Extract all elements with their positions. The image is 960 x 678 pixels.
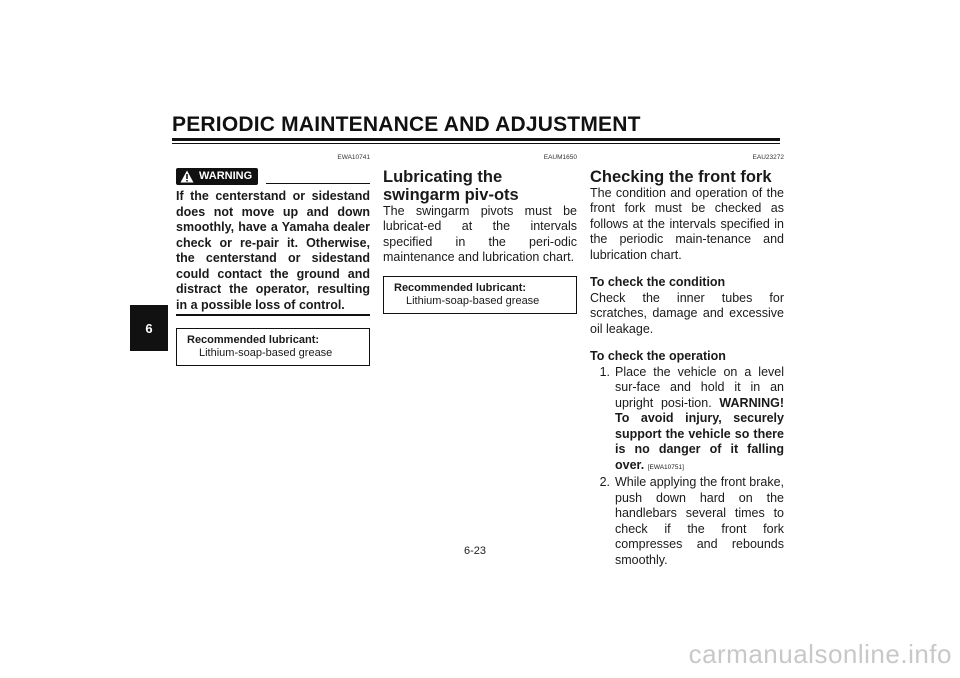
section-title-swingarm: Lubricating the swingarm piv-ots (383, 167, 519, 204)
condition-heading: To check the condition (590, 275, 726, 289)
lubricant-value: Lithium-soap-based grease (199, 346, 333, 359)
step-item (590, 475, 784, 568)
step-number: 2. (599, 475, 610, 489)
warning-header (176, 168, 370, 186)
reference-code: EWA10741 (337, 154, 370, 161)
step-number: 1. (599, 364, 610, 379)
step-body (615, 475, 784, 568)
lubricant-label: Recommended lubricant: (187, 333, 320, 346)
lubricant-value: Lithium-soap-based grease (406, 294, 540, 307)
column-middle (383, 150, 577, 314)
column-left (176, 150, 370, 366)
page-header-title: PERIODIC MAINTENANCE AND ADJUSTMENT (172, 113, 641, 136)
condition-text: Check the inner tubes for scratches, damage and excessive oil leakage. (590, 290, 784, 336)
warning-rule (266, 183, 370, 185)
reference-code: EAUM1650 (543, 154, 577, 161)
warning-text: If the centerstand or sidestand does not move up and down smoothly, have a Yamaha dealer check or re-pair it. Otherwise, the centerstand or sidestand could contact the ground and distract the operator, resulting in a possible loss of control. (176, 189, 370, 312)
lubricant-label: Recommended lubricant: (394, 281, 527, 294)
reference-code: EAU23272 (752, 154, 784, 161)
chapter-tab: 6 (130, 305, 168, 351)
warning-badge (176, 168, 258, 186)
column-right (590, 150, 784, 568)
site-watermark: carmanualsonline.info (688, 639, 952, 669)
warning-end-rule (176, 314, 370, 316)
header-rule-thin (172, 143, 780, 144)
page-number: 6-23 (464, 545, 487, 557)
step-warning: WARNING! To avoid injury, securely support the vehicle so there is no danger of it falling over. (615, 395, 784, 472)
step-warning-code: [EWA10751] (647, 463, 684, 471)
operation-heading: To check the operation (590, 349, 726, 363)
recommended-lubricant-box (383, 276, 577, 314)
warning-label: WARNING (199, 169, 253, 182)
step-text: Place the vehicle on a level sur-face and hold it in an upright posi-tion. (615, 364, 784, 410)
step-body (615, 365, 784, 476)
swingarm-body-text: The swingarm pivots must be lubricat-ed at the intervals specified in the peri-odic maintenance and lubrication chart. (383, 203, 577, 264)
warning-triangle-icon (180, 170, 194, 183)
header-rule-thick (172, 138, 780, 141)
step-text: While applying the front brake, push down hard on the handlebars several times to check if the front fork compresses and rebounds smoothly. (615, 475, 784, 567)
operation-steps (590, 365, 784, 569)
section-title-front-fork: Checking the front fork (590, 167, 772, 186)
recommended-lubricant-box (176, 328, 370, 366)
front-fork-intro: The condition and operation of the front fork must be checked as follows at the intervals specified in the periodic main-tenance and lubrication chart. (590, 185, 784, 262)
step-item (590, 365, 784, 476)
